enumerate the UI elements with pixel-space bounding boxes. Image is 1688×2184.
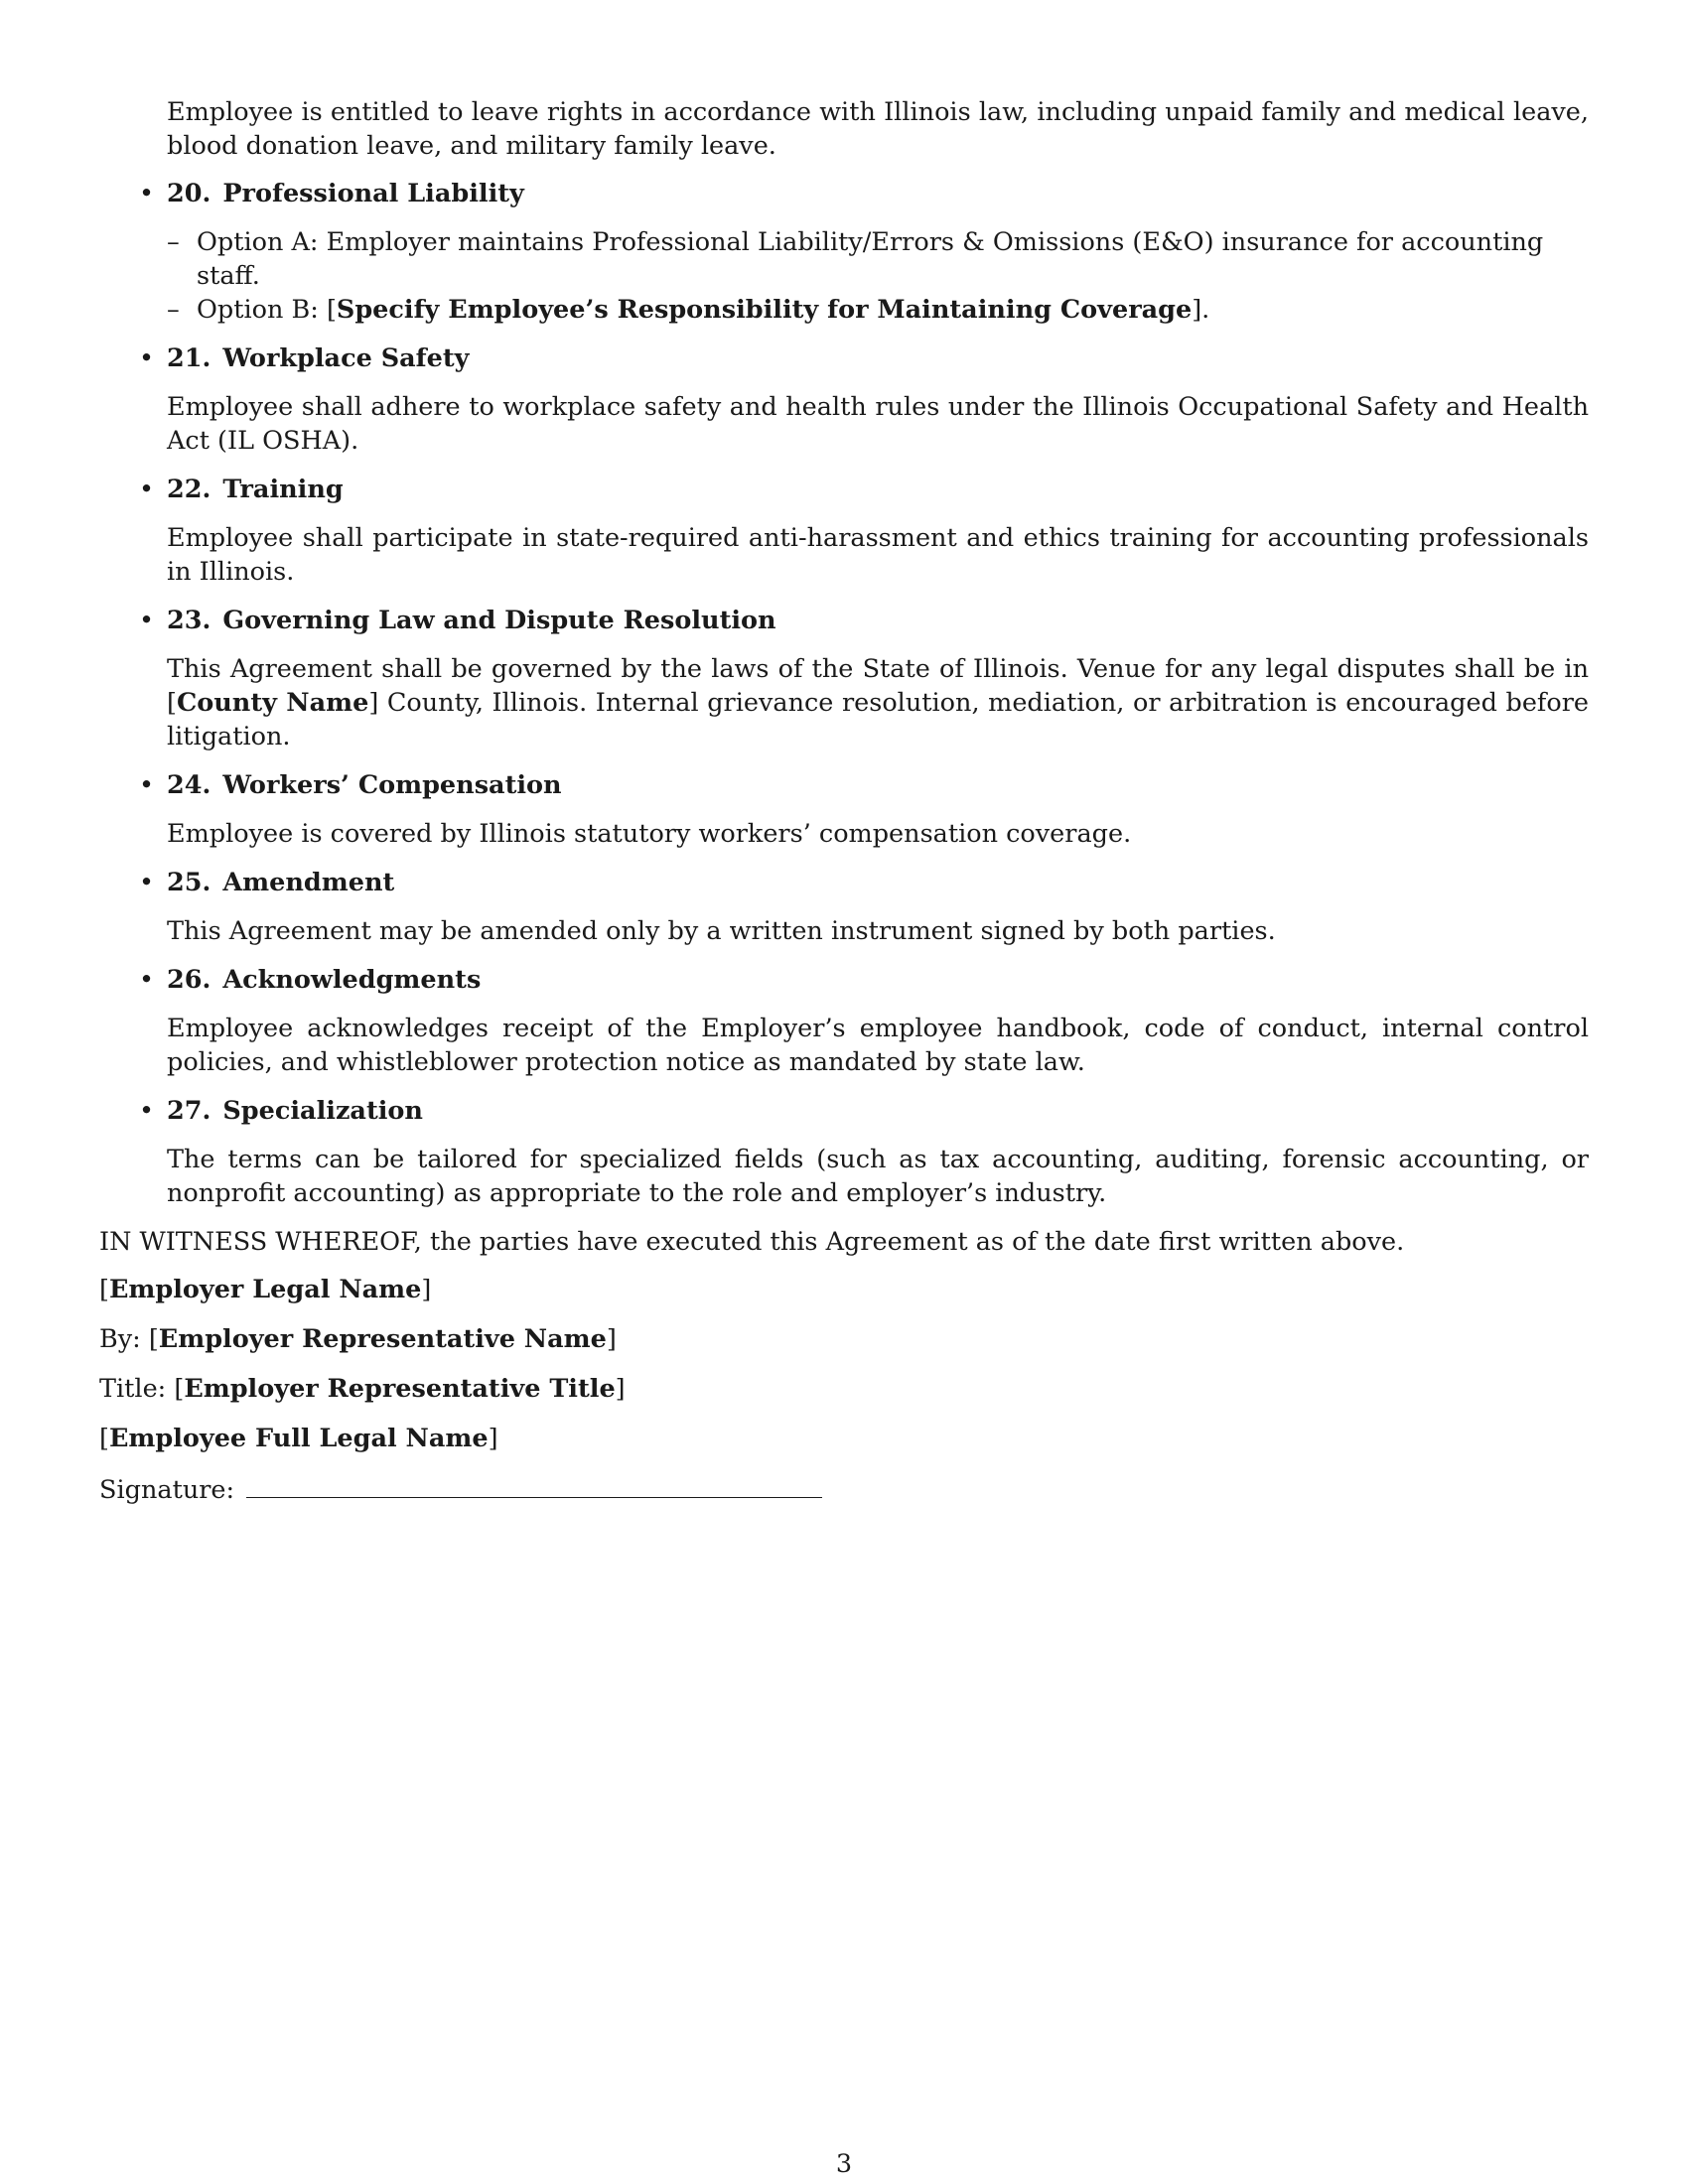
section-heading (139, 604, 1589, 637)
dash-icon: – (167, 295, 180, 325)
signature-line[interactable] (246, 1471, 822, 1498)
section-20 (99, 177, 1589, 327)
bracket-close: ] (606, 1324, 617, 1354)
bullet-icon: • (139, 343, 155, 373)
county-name-placeholder: County Name (176, 688, 369, 718)
option-b-suffix: ]. (1192, 295, 1210, 325)
option-a-text: Option A: Employer maintains Professional Liability/Errors & Omissions (E&O) insurance for accounting staff. (197, 227, 1544, 291)
option-list (167, 225, 1589, 327)
section-title: Workers’ Compensation (222, 770, 562, 800)
section-heading (139, 177, 1589, 210)
bullet-icon: • (139, 965, 155, 995)
bullet-icon: • (139, 179, 155, 208)
body-suffix: ] County, Illinois. Internal grievance resolution, mediation, or arbitration is encouraged before litigation. (167, 688, 1589, 751)
bracket-open: [ (99, 1424, 109, 1453)
title-label: Title: [ (99, 1374, 185, 1404)
employer-name-placeholder: Employer Legal Name (108, 1275, 422, 1304)
section-heading (139, 341, 1589, 375)
section-heading (139, 473, 1589, 506)
employer-representative-name (99, 1322, 1589, 1356)
representative-name-placeholder: Employer Representative Name (158, 1324, 607, 1354)
section-title: Acknowledgments (222, 965, 482, 995)
representative-title-placeholder: Employer Representative Title (184, 1374, 616, 1404)
dash-icon: – (167, 227, 180, 257)
section-23 (99, 604, 1589, 753)
section-body: The terms can be tailored for specialized fields (such as tax accounting, auditing, forensic accounting, or nonprofit accounting) as appropriate to the role and employer’s industry. (167, 1145, 1589, 1208)
bullet-icon: • (139, 475, 155, 504)
employer-legal-name (99, 1273, 1589, 1306)
bracket-close: ] (615, 1374, 626, 1404)
section-22 (99, 473, 1589, 589)
section-heading (139, 1094, 1589, 1128)
witness-clause: IN WITNESS WHEREOF, the parties have executed this Agreement as of the date first written above. (99, 1227, 1405, 1257)
employee-name-placeholder: Employee Full Legal Name (108, 1424, 489, 1453)
section-25 (99, 866, 1589, 948)
section-number: 23. (167, 606, 211, 635)
section-heading (139, 963, 1589, 997)
signature-label: Signature: (99, 1475, 235, 1505)
bullet-icon: • (139, 606, 155, 635)
section-body: Employee acknowledges receipt of the Employer’s employee handbook, code of conduct, internal control policies, and whistleblower protection notice as mandated by state law. (167, 1014, 1589, 1077)
bullet-icon: • (139, 868, 155, 897)
bracket-close: ] (421, 1275, 432, 1304)
section-26 (99, 963, 1589, 1079)
section-21 (99, 341, 1589, 458)
section-title: Specialization (222, 1096, 423, 1126)
section-body: Employee is covered by Illinois statutory workers’ compensation coverage. (167, 819, 1132, 849)
leave-rights-paragraph: Employee is entitled to leave rights in accordance with Illinois law, including unpaid family and medical leave, blood donation leave, and military family leave. (167, 97, 1589, 161)
section-heading (139, 866, 1589, 899)
section-body: Employee shall participate in state-required anti-harassment and ethics training for accounting professionals in Illinois. (167, 523, 1589, 587)
page-number: 3 (835, 2149, 853, 2179)
signature-row (99, 1471, 1589, 1507)
section-body: This Agreement may be amended only by a written instrument signed by both parties. (167, 916, 1276, 946)
employee-full-legal-name (99, 1422, 1589, 1455)
section-title: Training (222, 475, 344, 504)
section-heading (139, 768, 1589, 802)
option-b-placeholder: Specify Employee’s Responsibility for Maintaining Coverage (336, 295, 1193, 325)
section-number: 22. (167, 475, 211, 504)
section-24 (99, 768, 1589, 851)
option-a (167, 225, 1589, 293)
employer-representative-title (99, 1372, 1589, 1406)
section-27 (99, 1094, 1589, 1210)
document-page (99, 95, 1589, 1507)
section-title: Workplace Safety (222, 343, 470, 373)
section-title: Amendment (222, 868, 395, 897)
section-number: 24. (167, 770, 211, 800)
body-prefix: This Agreement shall be governed by the laws of the State of Illinois. Venue for any legal disputes shall be in [ (167, 654, 1589, 718)
section-number: 21. (167, 343, 211, 373)
section-body (167, 652, 1589, 753)
option-b (167, 293, 1589, 327)
option-b-prefix: Option B: [ (197, 295, 337, 325)
section-title: Governing Law and Dispute Resolution (222, 606, 776, 635)
bracket-open: [ (99, 1275, 109, 1304)
section-body: Employee shall adhere to workplace safety and health rules under the Illinois Occupational Safety and Health Act (IL OSHA). (167, 392, 1589, 456)
bullet-icon: • (139, 1096, 155, 1126)
section-number: 26. (167, 965, 211, 995)
section-number: 27. (167, 1096, 211, 1126)
section-number: 20. (167, 179, 211, 208)
section-title: Professional Liability (222, 179, 524, 208)
section-number: 25. (167, 868, 211, 897)
bracket-close: ] (488, 1424, 498, 1453)
by-label: By: [ (99, 1324, 159, 1354)
bullet-icon: • (139, 770, 155, 800)
